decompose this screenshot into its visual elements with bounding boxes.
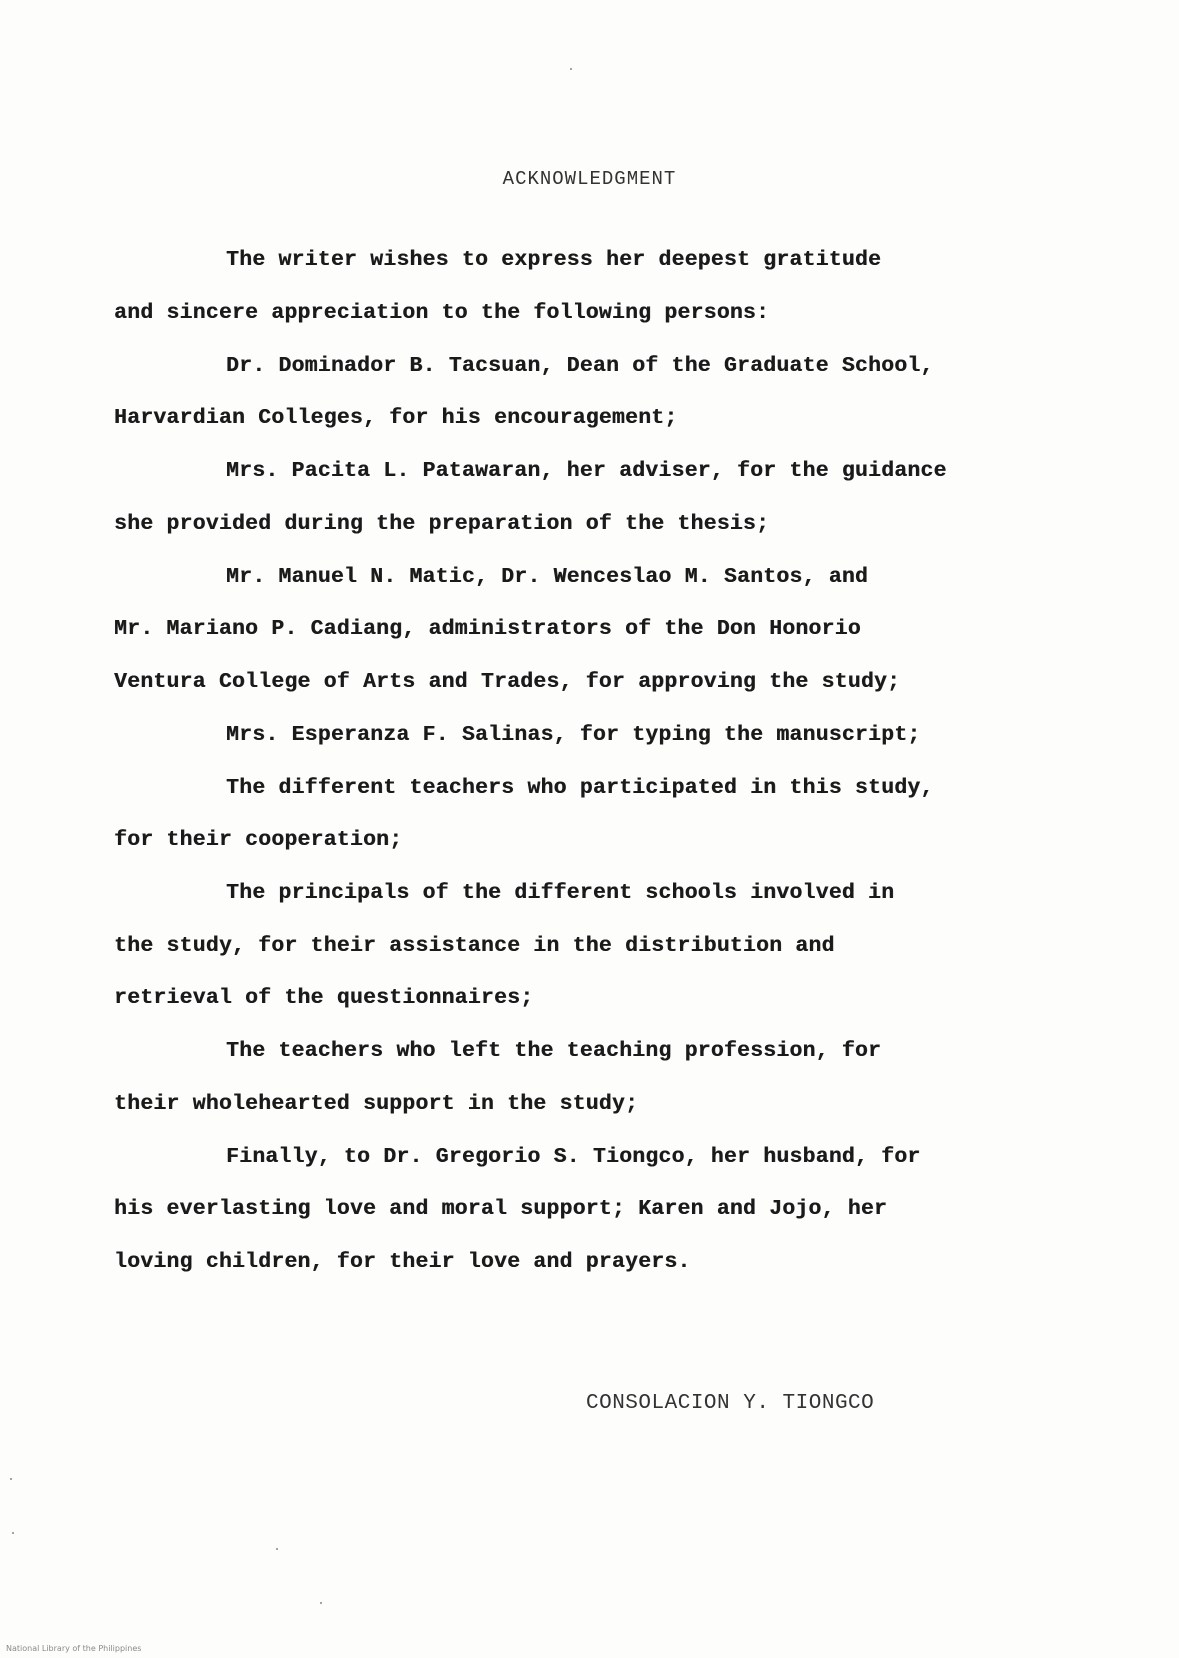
text-line-14: the study, for their assistance in the distribution and <box>114 934 835 958</box>
text-line-2: and sincere appreciation to the following persons: <box>114 301 770 325</box>
paper-speck <box>320 1602 322 1604</box>
text-line-15: retrieval of the questionnaires; <box>114 986 534 1010</box>
text-line-1: The writer wishes to express her deepest gratitude <box>226 248 882 272</box>
text-line-18: Finally, to Dr. Gregorio S. Tiongco, her husband, for <box>226 1145 921 1169</box>
paper-speck <box>570 68 572 70</box>
text-line-4: Harvardian Colleges, for his encouragement; <box>114 406 678 430</box>
text-line-3: Dr. Dominador B. Tacsuan, Dean of the Graduate School, <box>226 354 934 378</box>
footer-note: National Library of the Philippines <box>6 1644 142 1653</box>
paper-speck <box>10 1478 12 1480</box>
paper-speck <box>12 1532 14 1534</box>
text-line-11: The different teachers who participated in this study, <box>226 776 934 800</box>
text-line-7: Mr. Manuel N. Matic, Dr. Wenceslao M. Santos, and <box>226 565 869 589</box>
text-line-5: Mrs. Pacita L. Patawaran, her adviser, for the guidance <box>226 459 947 483</box>
text-line-19: his everlasting love and moral support; Karen and Jojo, her <box>114 1197 888 1221</box>
text-line-20: loving children, for their love and prayers. <box>114 1250 691 1274</box>
text-line-13: The principals of the different schools involved in <box>226 881 895 905</box>
text-line-16: The teachers who left the teaching profession, for <box>226 1039 882 1063</box>
text-line-8: Mr. Mariano P. Cadiang, administrators of the Don Honorio <box>114 617 861 641</box>
text-line-9: Ventura College of Arts and Trades, for approving the study; <box>114 670 901 694</box>
text-line-17: their wholehearted support in the study; <box>114 1092 639 1116</box>
paper-speck <box>276 1548 278 1550</box>
page-title: ACKNOWLEDGMENT <box>502 168 677 190</box>
text-line-10: Mrs. Esperanza F. Salinas, for typing the manuscript; <box>226 723 921 747</box>
text-line-6: she provided during the preparation of the thesis; <box>114 512 770 536</box>
text-line-12: for their cooperation; <box>114 828 403 852</box>
signature: CONSOLACION Y. TIONGCO <box>586 1392 875 1415</box>
